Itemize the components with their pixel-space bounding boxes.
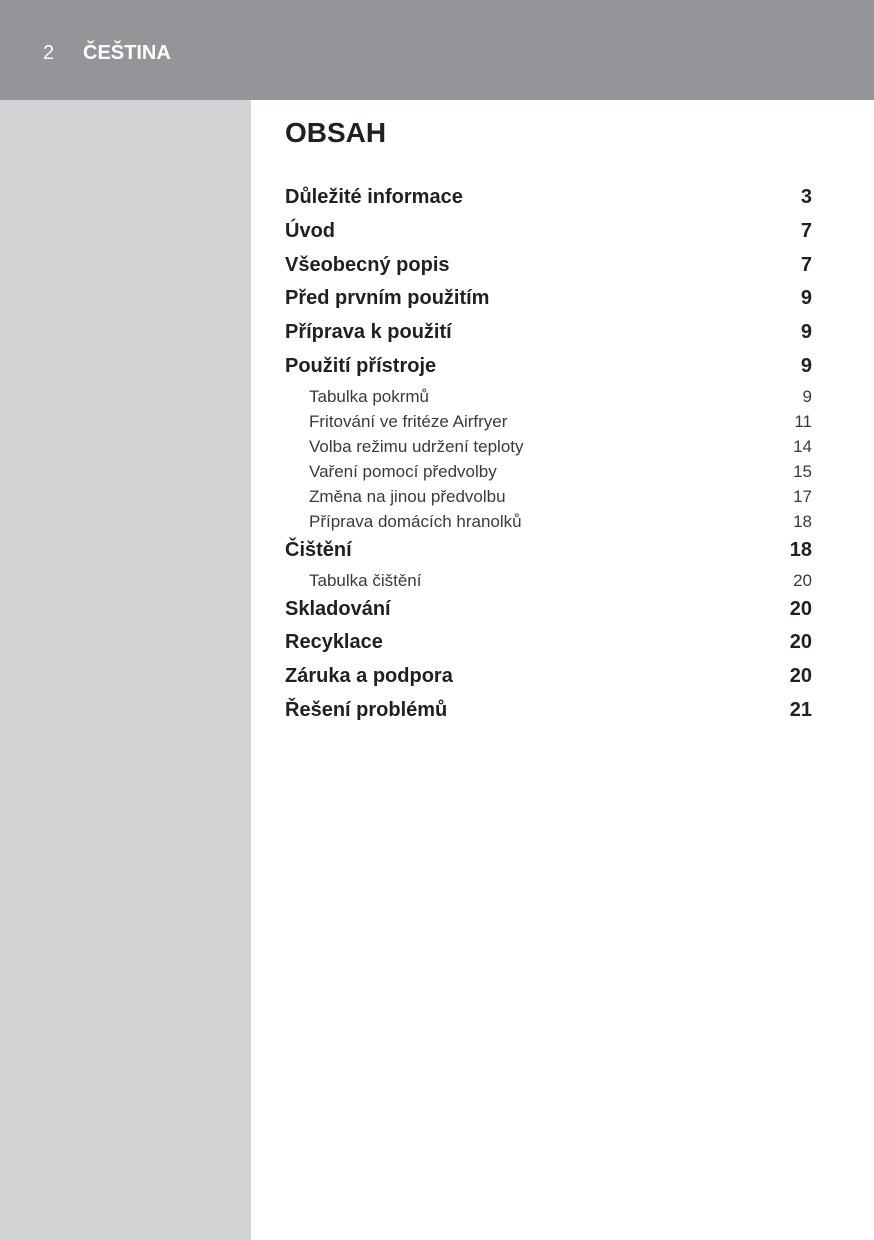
toc-entry[interactable]	[285, 350, 812, 384]
toc-title: OBSAH	[285, 117, 387, 148]
toc-entry-label: Úvod	[285, 219, 335, 242]
toc-subentry-label: Vaření pomocí předvolby	[309, 461, 497, 481]
toc-entry[interactable]	[285, 181, 812, 215]
toc-entry-label: Příprava k použití	[285, 321, 452, 344]
toc-entry[interactable]	[285, 316, 812, 350]
toc-subentry-page: 17	[793, 486, 812, 506]
toc-subentry[interactable]	[285, 509, 812, 534]
toc-subentry-label: Fritování ve fritéze Airfryer	[309, 411, 508, 431]
toc-subentry-label: Tabulka čištění	[309, 570, 422, 590]
toc-entry-page: 9	[800, 321, 812, 344]
toc-subentry-page: 15	[793, 461, 812, 481]
toc-subentry[interactable]	[285, 384, 812, 409]
toc-entry-label: Řešení problémů	[285, 698, 448, 721]
toc-entry-page: 21	[789, 698, 812, 721]
toc-entry[interactable]	[285, 626, 812, 660]
toc-entry-label: Před prvním použitím	[285, 287, 490, 310]
toc-entry[interactable]	[285, 249, 812, 283]
toc-entry-page: 20	[789, 665, 812, 688]
toc-subentry-label: Příprava domácích hranolků	[309, 511, 522, 531]
toc-subentry[interactable]	[285, 409, 812, 434]
toc-subentry-page: 20	[793, 570, 812, 590]
toc-entry[interactable]	[285, 534, 812, 568]
toc-entry[interactable]	[285, 215, 812, 249]
toc-entry-label: Použití přístroje	[285, 354, 437, 377]
toc-entry-label: Důležité informace	[285, 186, 463, 208]
toc-subentry-label: Změna na jinou předvolbu	[309, 486, 506, 506]
toc-entry-page: 9	[800, 354, 812, 377]
toc-subentry[interactable]	[285, 484, 812, 509]
toc-entry-label: Všeobecný popis	[285, 253, 450, 276]
toc-section	[285, 100, 812, 728]
toc-subentry-label: Volba režimu udržení teploty	[309, 436, 524, 456]
toc-entry-label: Skladování	[285, 597, 391, 620]
toc-subentry-page: 9	[802, 386, 812, 406]
toc-entry-page: 7	[800, 253, 812, 276]
toc-subentry-page: 11	[794, 411, 812, 431]
toc-entry[interactable]	[285, 660, 812, 694]
toc-entry-page: 7	[800, 219, 812, 242]
toc-entry-label: Recyklace	[285, 631, 383, 654]
toc-subentry[interactable]	[285, 568, 812, 593]
toc-subentry[interactable]	[285, 459, 812, 484]
toc-entry[interactable]	[285, 282, 812, 316]
toc-list	[285, 181, 812, 728]
toc-entry-page: 3	[800, 186, 812, 208]
toc-subentry[interactable]	[285, 434, 812, 459]
language-label: ČEŠTINA	[83, 42, 171, 64]
page-header	[0, 0, 874, 100]
toc-subentry-label: Tabulka pokrmů	[309, 386, 430, 406]
toc-entry-label: Záruka a podpora	[285, 665, 453, 688]
toc-subentry-page: 18	[793, 511, 812, 531]
toc-entry-page: 20	[789, 597, 812, 620]
toc-entry[interactable]	[285, 593, 812, 627]
toc-entry-label: Čištění	[285, 538, 352, 561]
left-margin-band	[0, 100, 251, 1240]
page-number: 2	[43, 42, 55, 64]
toc-entry-page: 20	[789, 631, 812, 654]
toc-entry[interactable]	[285, 694, 812, 728]
toc-entry-page: 18	[789, 538, 812, 561]
toc-subentry-page: 14	[793, 436, 812, 456]
toc-entry-page: 9	[800, 287, 812, 310]
